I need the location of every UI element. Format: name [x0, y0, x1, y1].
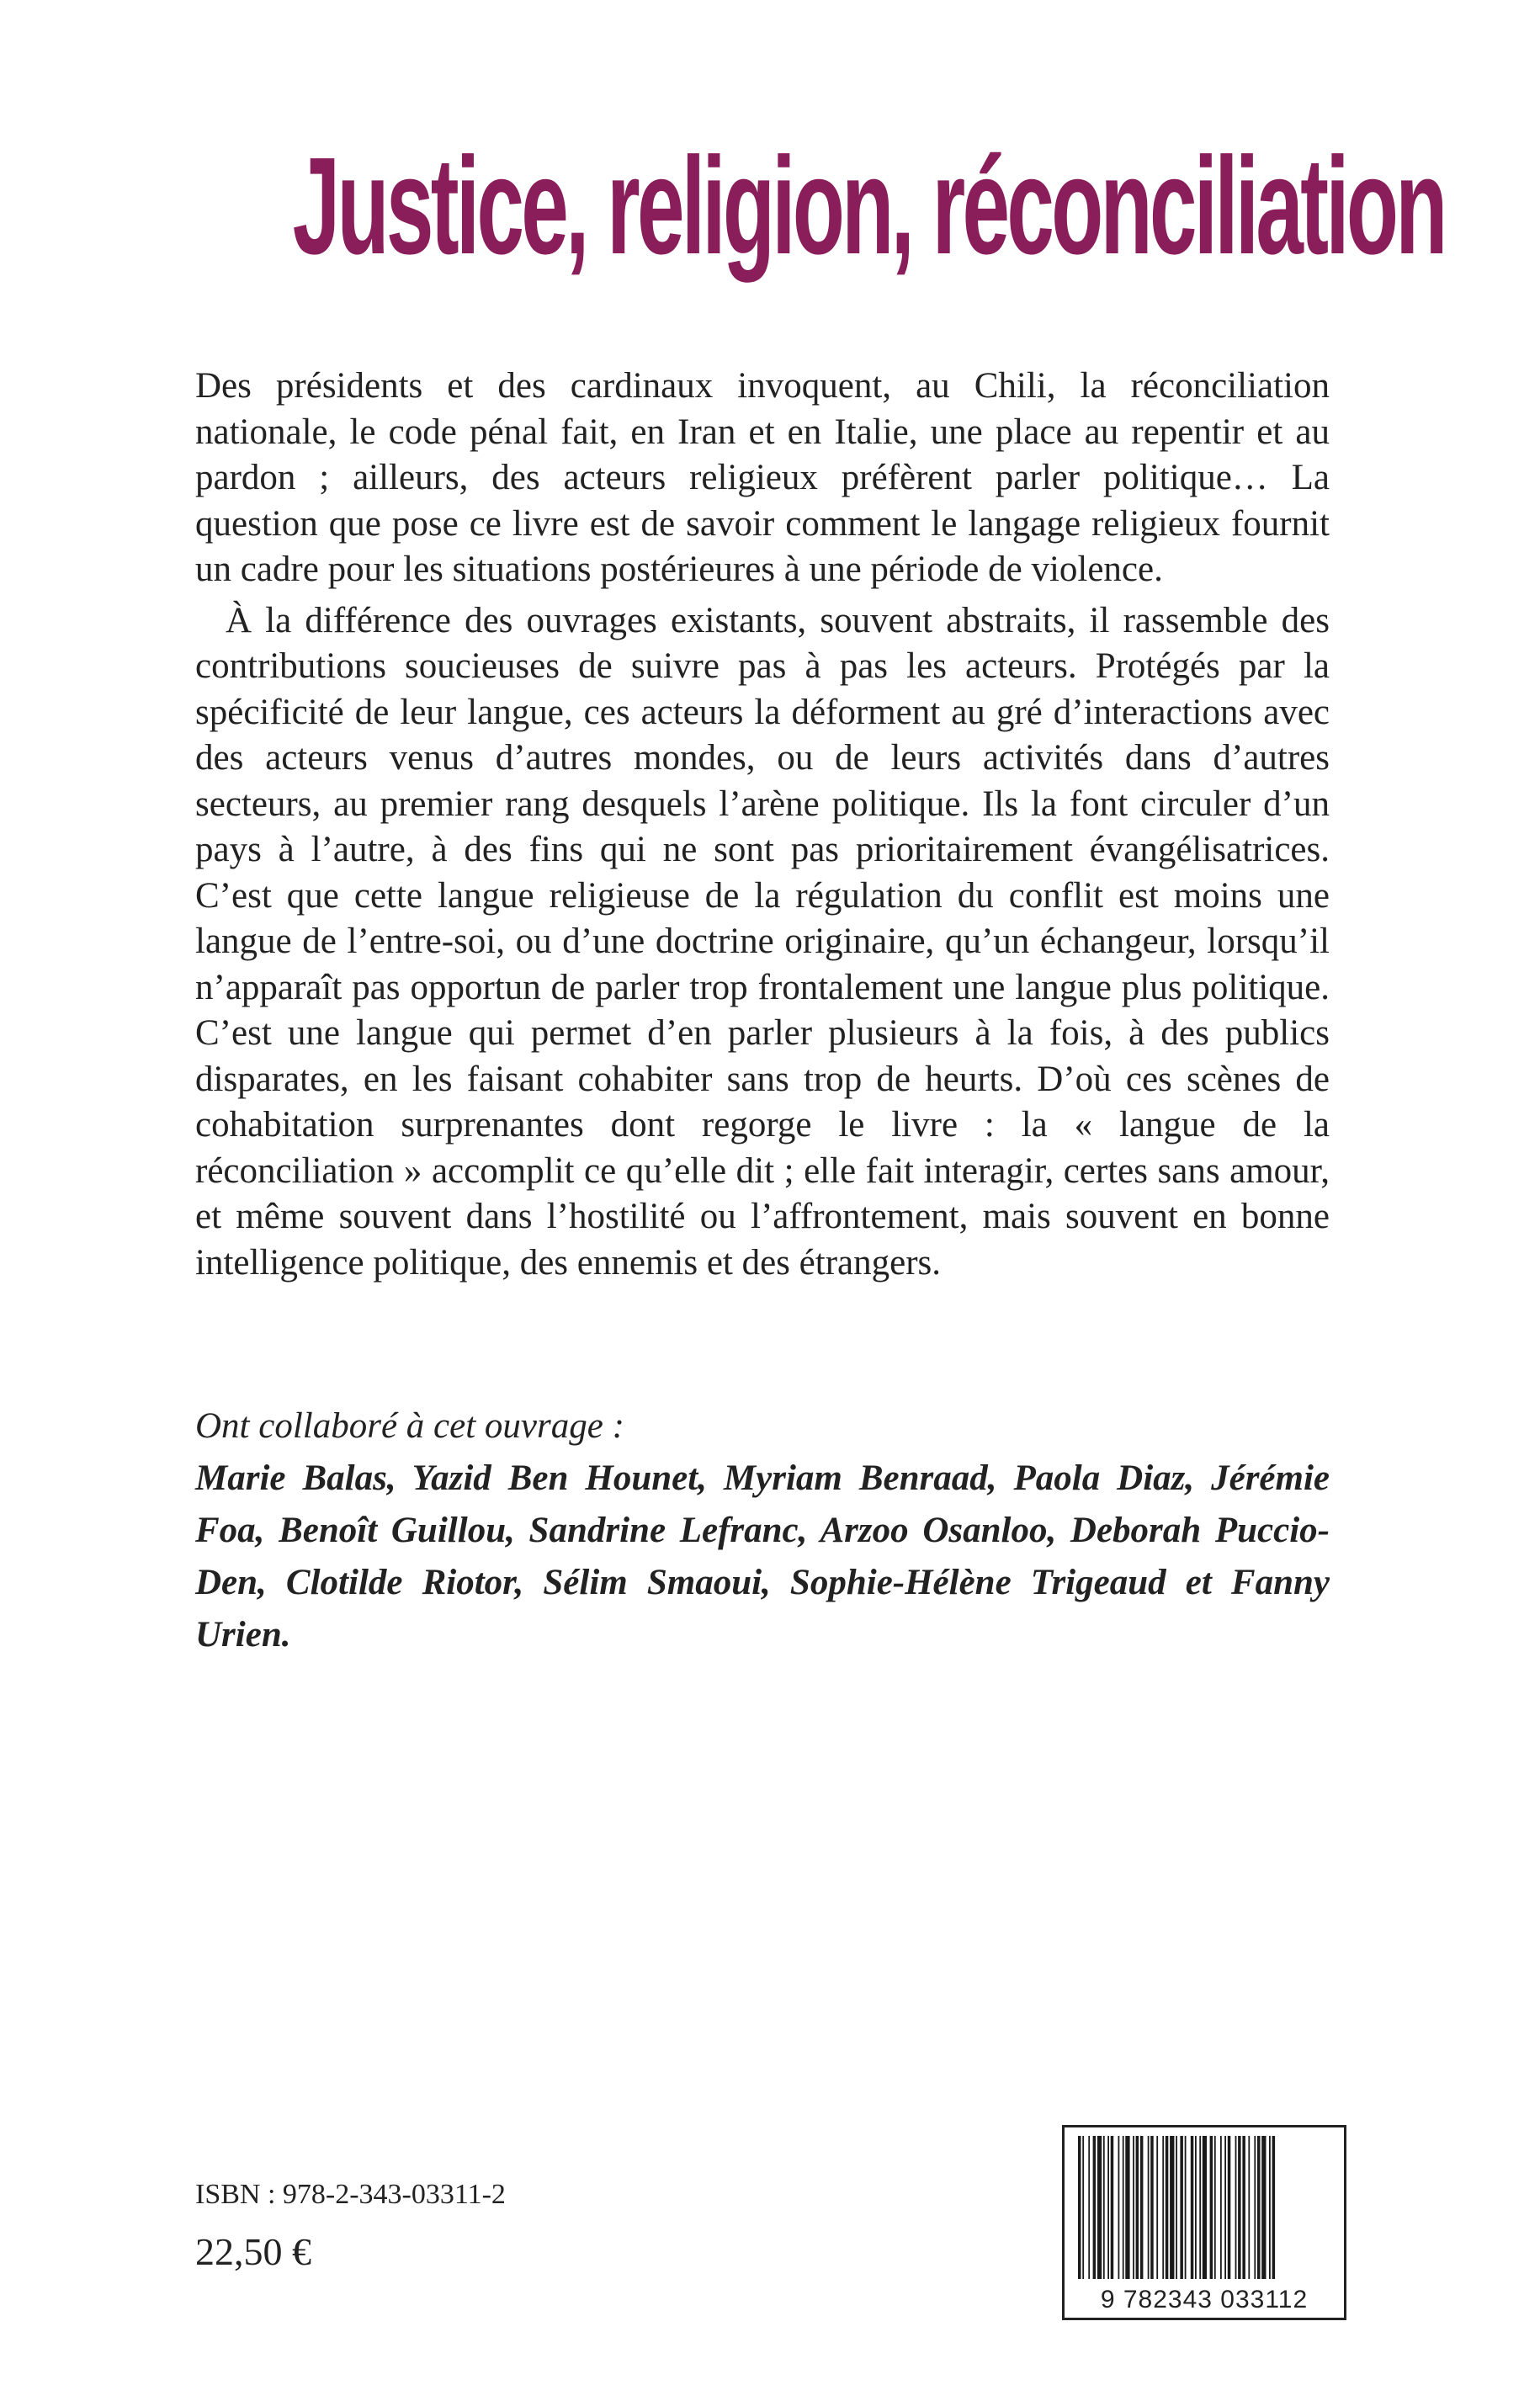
barcode-bars-icon — [1075, 2136, 1339, 2279]
contributors-section — [195, 1400, 1330, 1661]
contributors-label: Ont collaboré à cet ouvrage : — [195, 1406, 624, 1446]
description-paragraph-1: Des présidents et des cardinaux invoquent, au Chili, la réconciliation nationale, le code pénal fait, en Iran et en Italie, une place au repentir et au pardon ; ailleurs, des acteurs religieux préfèrent parler politique… La question que pose ce livre est de savoir comment le langage religieux fournit un cadre pour les situations postérieures à une période de violence. — [195, 366, 1330, 589]
price-text: 22,50 € — [195, 2230, 311, 2273]
isbn-text: ISBN : 978-2-343-03311-2 — [195, 2179, 506, 2210]
contributors-names: Marie Balas, Yazid Ben Hounet, Myriam Benraad, Paola Diaz, Jérémie Foa, Benoît Guillou, Sandrine Lefranc, Arzoo Osanloo, Deborah Puccio-Den, Clotilde Riotor, Sélim Smaoui, Sophie-Hélène Trigeaud et Fanny Urien. — [195, 1458, 1330, 1655]
barcode — [1062, 2125, 1346, 2320]
book-title: Justice, religion, réconciliation — [292, 129, 1445, 283]
description-paragraph-2: À la différence des ouvrages existants, souvent abstraits, il rassemble des contributions soucieuses de suivre pas à pas les acteurs. Protégés par la spécificité de leur langue, ces acteurs la déforment au gré d’interactions avec des acteurs venus d’autres mondes, ou de leurs activités dans d’autres secteurs, au premier rang desquels l’arène politique. Ils la font circuler d’un pays à l’autre, à des fins qui ne sont pas prioritairement évangélisatrices. C’est que cette langue religieuse de la régulation du conflit est moins une langue de l’entre-soi, ou d’une doctrine originaire, qu’un échangeur, lorsqu’il n’apparaît pas opportun de parler trop frontalement une langue plus politique. C’est une langue qui permet d’en parler plusieurs à la fois, à des publics disparates, en les faisant cohabiter sans trop de heurts. D’où ces scènes de cohabitation surprenantes dont regorge le livre : la « langue de la réconciliation » accomplit ce qu’elle dit ; elle fait interagir, certes sans amour, et même souvent dans l’hostilité ou l’affrontement, mais souvent en bonne intelligence politique, des ennemis et des étrangers. — [195, 600, 1330, 1283]
barcode-digits: 9 782343 033112 — [1100, 2286, 1309, 2313]
back-cover-description — [195, 364, 1330, 1286]
